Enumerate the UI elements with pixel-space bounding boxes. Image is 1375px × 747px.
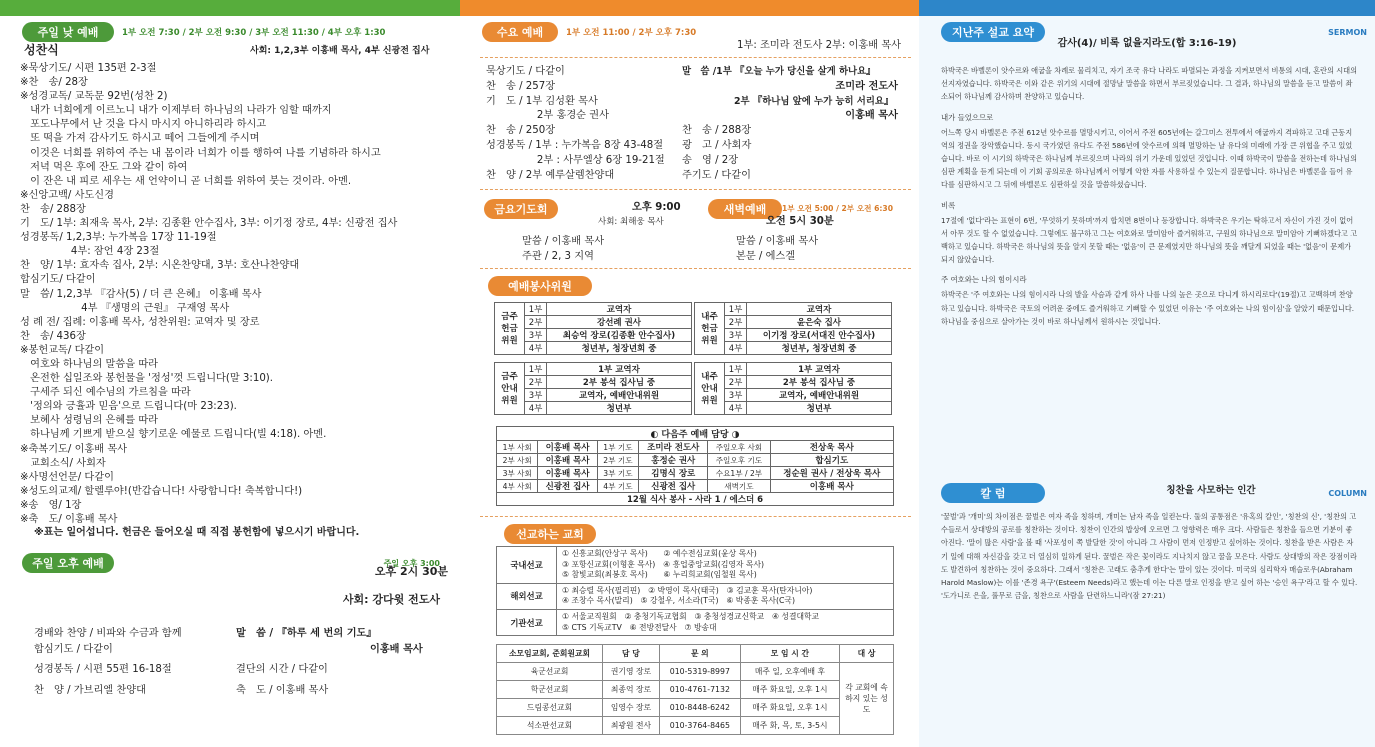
- service-part: 4부: [525, 402, 547, 415]
- liturgy-line: ※신앙고백/ 사도신경: [20, 189, 114, 201]
- service-group-label: 금주 안내 위원: [495, 363, 525, 415]
- liturgy-line: 이것은 너희를 위하여 주는 내 몸이라 너희가 이를 행하여 나를 기념하라 하시고: [20, 147, 381, 159]
- sermon-paragraph: 17절에 '없다'라는 표현이 6번, '무엇하기 못하며'까지 합치면 8번이나 등장합니다. 하박국은 우기는 탁하고서 자신이 가진 것이 없어서 아무 것도 할 수 없었습니다. 그렇에도 불구하고 그는 여호와로 말미암아 즐거워하고, 구원의 하나님으로 말미암아 기뻐하겠다고 고백하고 있습니다. 하박국은 하나님의 뜻을 알지 못할 때는 '없음'이 큰 문제였지만 하나님의 뜻을 깨달게 되었을 때는 '없음'이 문제가 되지 않았습니다.: [941, 215, 1358, 265]
- wednesday-hosts: 1부: 조미라 전도사 2부: 이홍배 목사: [737, 40, 901, 51]
- service-part: 3부: [525, 389, 547, 402]
- liturgy-line: 구세주 되신 예수님의 가르침을 따라: [20, 387, 191, 399]
- service-part: 4부: [725, 342, 747, 355]
- liturgy-list: [20, 63, 450, 528]
- column-body: '꿀벌'과 '개미'의 차이점은 꿀벌은 여자 족을 칭하며, 개미는 남자 족을 일컫는다. 둘의 공통점은 '유혹의 칼인', '칭찬의 신', '칭찬의 고수들로서 상대방의 공로를 칭찬하는 것이다. 칭찬이 인간의 밥상에 오르면 그 영향력은 매우 크다. 사람들은 칭찬을 들으면 기분이 좋아진다. '말이 많은 사람'을 볼 때 '사포성이 쪽 발달한 것'이 아니라 그 사람이 먼저 인정받고 싶어하는 것이다. 칭찬을 받은 사람은 자기 일에 대해 자신감을 갖고 더 열심히 일하게 된다. 꿀벌은 작은 꽃이라도 지나치지 않고 꿀을 모은다. 사람도 상대방의 작은 장점이라도 발견하여 칭찬하는 것이 중요하다. 그래서 '칭찬은 고래도 춤추게 한다'는 말이 있는 것이다. 미국의 심리학자 매슬로우(Abraham Harold Maslow)는 이를 '존경 욕구'(Esteem Needs)라고 했는데 이는 다른 말로 인정을 받고 싶어 하는 '승인 욕구'라고 할 수 있다. '도가니로 은을, 풀무로 금을, 칭찬으로 사람을 단련하느니라'(잠 27:21): [941, 512, 1358, 601]
- service-part: 3부: [725, 329, 747, 342]
- mission-item: ⑤ 참빛교회(최봉호 목사) ⑥ 누리희교회(임철원 목사): [562, 570, 757, 580]
- liturgy-line: 이 잔은 내 피로 세우는 새 언약이니 곧 너희를 위하여 붓는 것이라. 아멘.: [20, 175, 352, 187]
- service-member: 윤은숙 집사: [747, 316, 892, 329]
- liturgy-line: 찬 송/ 436장: [20, 330, 86, 342]
- green-top-band: [0, 0, 460, 16]
- dawn-time: 오전 5시 30분: [766, 216, 834, 227]
- contact-cell: 매주 화요일, 오후 1시: [740, 699, 839, 717]
- column-title: 칼 럼: [941, 483, 1045, 503]
- wednesday-right-list: [682, 66, 898, 184]
- liturgy-line: 여호와 하나님의 말씀을 따라: [20, 358, 158, 370]
- dawn-schedule: 1부 오전 5:00 / 2부 오전 6:30: [782, 204, 893, 213]
- service-part: 4부: [525, 342, 547, 355]
- sunday-afternoon-title: 주일 오후 예배: [22, 553, 114, 573]
- service-member: 이기정 장로(서대진 안수집사): [747, 329, 892, 342]
- contact-cell: 최종억 장로: [603, 681, 660, 699]
- mission-title-wrap: [504, 524, 596, 544]
- contact-cell: 매주 화, 목, 토, 3-5시: [740, 717, 839, 735]
- contact-head-cell: 대 상: [840, 645, 894, 663]
- standing-notice: ※표는 일어섭니다. 헌금은 들어오실 때 직접 봉헌함에 넣으시기 바랍니다.: [34, 527, 360, 538]
- friday-time: 오후 9:00: [632, 202, 681, 213]
- sunday-morning-header: [22, 22, 452, 42]
- contact-cell: 드림콩선교회: [497, 699, 603, 717]
- wednesday-left-line: 2부 : 사무엘상 6장 19-21절: [486, 154, 665, 166]
- meal-service-line: 12월 식사 봉사 - 사라 1 / 에스더 6: [497, 493, 894, 506]
- service-part: 1부: [525, 363, 547, 376]
- sermon-paragraph: 하박국은 '주 여호와는 나의 힘이시라 나의 발을 사슴과 같게 하사 나를 나의 높은 곳으로 다니게 하시리로다'(19절)고 고백하며 찬양하고 있습니다. 하박국은 국토의 어려운 중에도 즐거워하고 기뻐할 수 있었던 이유는 '주 여호와는 나의 힘이심'을 알았기 때문입니다. 하나님을 중심으로 살아가는 것이 바로 하나님께서 원하시는 것입니다.: [941, 290, 1355, 326]
- service-member: 교역자, 예배안내위원: [747, 389, 892, 402]
- service-part: 1부: [725, 363, 747, 376]
- blue-top-band: [919, 0, 1375, 16]
- sunday-service-column: [0, 0, 460, 747]
- service-member: 청년부, 청장년회 중: [747, 342, 892, 355]
- mission-label: 기관선교: [497, 609, 557, 635]
- next-week-cell: 이홍배 목사: [770, 480, 893, 493]
- wednesday-right-line: 주기도 / 다같이: [682, 169, 751, 181]
- afternoon-left-2: 합심기도 / 다같이: [34, 644, 113, 655]
- wednesday-left-line: 성경봉독 / 1부 : 누가복음 8장 43-48절: [486, 139, 664, 151]
- next-week-cell: 전상욱 목사: [770, 441, 893, 454]
- dawn-sermon: 말씀 / 이홍배 목사: [736, 236, 819, 247]
- liturgy-line: 하나님께 기쁘게 받으실 향기로운 예물로 드립니다(빌 4:18). 아멘.: [20, 429, 327, 441]
- liturgy-line: 기 도/ 1부: 최재욱 목사, 2부: 김종환 안수집사, 3부: 이기정 장로, 4부: 신광전 집사: [20, 218, 398, 230]
- next-week-cell: 주일오후 기도: [708, 454, 770, 467]
- liturgy-line: ※송 영/ 1장: [20, 499, 82, 511]
- service-group-table: [494, 302, 692, 355]
- next-week-table: [496, 426, 894, 506]
- fri-divider: [480, 268, 911, 269]
- afternoon-time: 오후 2시 30분: [374, 565, 448, 578]
- host-line: 사회: 1,2,3부 이홍배 목사, 4부 신광전 집사: [250, 46, 430, 56]
- service-group-label: 내주 헌금 위원: [695, 303, 725, 355]
- orange-top-band: [460, 0, 919, 16]
- wed-divider: [480, 57, 911, 58]
- next-week-cell: 2부 기도: [597, 454, 638, 467]
- sermon-column: [919, 0, 1375, 747]
- next-week-cell: 합심기도: [770, 454, 893, 467]
- service-part: 2부: [525, 376, 547, 389]
- friday-prayer-title: 금요기도회: [484, 199, 558, 219]
- sermon-subheading: 주 여호와는 나의 힘이시라: [941, 275, 1027, 285]
- next-week-cell: 홍정순 권사: [639, 454, 708, 467]
- liturgy-line: 찬 양/ 1부: 효자속 집사, 2부: 시온찬양대, 3부: 호산나찬양대: [20, 260, 300, 272]
- sermon-subtitle: 감사(4)/ 비록 없을지라도(합 3:16-19): [1057, 38, 1237, 49]
- afternoon-right-1: 말 씀 / 『하루 세 번의 기도』: [236, 628, 377, 639]
- friday-host: 사회: 최해웅 목사: [598, 217, 664, 227]
- mission-item: ⑤ CTS 기독교TV ⑥ 전방전달사 ⑦ 방송대: [562, 622, 717, 632]
- afternoon-host: 사회: 강다윗 전도사: [342, 593, 440, 606]
- liturgy-line: 교회소식/ 사회자: [20, 457, 106, 469]
- contact-cell: 매주 화요일, 오후 1시: [740, 681, 839, 699]
- service-group-table: [694, 302, 892, 355]
- sunday-morning-schedule: 1부 오전 7:30 / 2부 오전 9:30 / 3부 오전 11:30 / 4부 오후 1:30: [122, 28, 386, 38]
- next-week-cell: 신광전 집사: [639, 480, 708, 493]
- liturgy-line: ※성도의교제/ 할렐루야!(반갑습니다! 사랑합니다! 축복합니다!): [20, 485, 303, 497]
- next-week-cell: 새벽기도: [708, 480, 770, 493]
- wednesday-left-line: 찬 송 / 257장: [486, 80, 556, 92]
- wednesday-right-line: 찬 송 / 288장: [682, 125, 752, 137]
- dawn-text: 본문 / 에스겔: [736, 251, 796, 262]
- service-group-label: 내주 안내 위원: [695, 363, 725, 415]
- wednesday-left-line: 2부 홍경순 권사: [486, 110, 609, 122]
- service-part: 2부: [725, 376, 747, 389]
- dawn-title: 새벽예배: [708, 199, 782, 219]
- contact-table: [496, 644, 894, 735]
- contact-cell: 010-4761-7132: [659, 681, 740, 699]
- wednesday-right-line: 조미라 전도사: [835, 80, 898, 92]
- friday-prayer-title-wrap: [484, 199, 558, 219]
- sermon-summary-title: 지난주 설교 요약: [941, 22, 1045, 42]
- next-week-cell: 2부 사회: [497, 454, 538, 467]
- contact-head-cell: 담 당: [603, 645, 660, 663]
- next-week-title: ◐ 다음주 예배 담당 ◑: [497, 427, 894, 441]
- service-part: 2부: [725, 316, 747, 329]
- next-week-cell: 주일오후 사회: [708, 441, 770, 454]
- next-week-cell: 수요1부 / 2부: [708, 467, 770, 480]
- mission-item: ① 서울교직원회 ② 충청기독교협회 ③ 충청성경교신학교 ④ 성결대학교: [562, 611, 820, 621]
- next-week-cell: 4부 기도: [597, 480, 638, 493]
- service-committee-title: 예배봉사위원: [488, 276, 592, 296]
- contact-rows: [496, 644, 894, 735]
- wednesday-left-line: 묵상기도 / 다같이: [486, 66, 565, 77]
- liturgy-line: ※사명선언문/ 다같이: [20, 471, 114, 483]
- wednesday-right-line: 말 씀 /1부 『오늘 누가 당신을 살게 하나요』: [682, 66, 876, 77]
- liturgy-line: 4부 『생명의 근원』 구재영 목사: [20, 302, 230, 314]
- service-member: 청년부: [747, 402, 892, 415]
- wednesday-left-list: [486, 66, 665, 184]
- liturgy-line: ※봉헌교독/ 다같이: [20, 344, 105, 356]
- contact-cell: 육군선교회: [497, 663, 603, 681]
- contact-cell: 임영수 장로: [603, 699, 660, 717]
- contact-cell: 석소판선교회: [497, 717, 603, 735]
- liturgy-line: ※성경교독/ 교독문 92번(성찬 2): [20, 91, 168, 103]
- friday-sermon: 말씀 / 이홍배 목사: [522, 236, 605, 247]
- mission-rows: [496, 546, 894, 636]
- afternoon-right-3: 결단의 시간 / 다같이: [236, 664, 328, 675]
- afternoon-left-1: 경배와 찬양 / 비파와 수금과 함께: [34, 628, 182, 639]
- contact-cell: 학군선교회: [497, 681, 603, 699]
- next-week-cell: 1부 사회: [497, 441, 538, 454]
- liturgy-line: 성 례 전/ 집례: 이홍배 목사, 성찬위원: 교역자 및 장로: [20, 316, 260, 328]
- liturgy-line: ※축복기도/ 이홍배 목사: [20, 443, 128, 455]
- sermon-subheading: 비록: [941, 200, 956, 210]
- liturgy-line: 성경봉독/ 1,2,3부: 누가복음 17장 11-19절: [20, 232, 217, 244]
- liturgy-line: 찬 송/ 288장: [20, 203, 86, 215]
- next-week-cell: 3부 기도: [597, 467, 638, 480]
- mission-item: ④ 조창수 목사(말리) ⑤ 강철우, 서소라(T국) ⑥ 박종훈 목사(C국): [562, 596, 796, 606]
- liturgy-line: '정의와 긍휼과 믿음'으로 드립니다(마 23:23).: [20, 401, 237, 413]
- next-week-cell: 조미라 전도사: [639, 441, 708, 454]
- wednesday-right-line: 2부 『하나님 앞에 누가 능히 서리요』: [734, 95, 894, 107]
- sermon-paragraph: 어느쪽 당시 바벨론은 주전 612년 앗수르를 멸망시키고, 이어서 주전 605년에는 갈그미스 전투에서 애굽까지 격파하고 고대 근동지역의 정권을 장악했습니다. 동시 국가였던 유다도 주전 586년에 앗수르에 의해 멸망하는 날 유다의 미래에 가장 큰 위협을 주고 있었습니다. 바로 이 시기의 하박국은 하나님께 부르짖으며 나라의 위기 가운데 있었던 것입니다. 이때 하박국이 말씀을 전하는데 하나님의 심판 계획을 듣게 되는데 이 기회 공의로운 하나님께서 어떻게 악한 자를 사용하실 수 있는지 질문합니다. 하나님은 바벨론을 들어 유다를 심판하시고 그 뒤에 바벨론도 심판하실 것을 말씀하셨습니다.: [941, 127, 1358, 190]
- service-part: 3부: [725, 389, 747, 402]
- service-part: 3부: [525, 329, 547, 342]
- contact-cell: 권기영 장로: [603, 663, 660, 681]
- contact-cell: 010-5319-8997: [659, 663, 740, 681]
- service-part: 2부: [525, 316, 547, 329]
- wednesday-right-line: 송 영 / 2장: [682, 154, 739, 166]
- next-week-cell: 3부 사회: [497, 467, 538, 480]
- liturgy-line: ※축 도/ 이홍배 목사: [20, 514, 118, 525]
- sermon-body: [941, 64, 1359, 474]
- wednesday-left-line: 기 도 / 1부 김성환 목사: [486, 95, 598, 107]
- contact-cell: 010-3764-8465: [659, 717, 740, 735]
- next-week-cell: 이홍배 목사: [538, 467, 597, 480]
- contact-target: 각 교회에 속하지 있는 성도: [840, 663, 894, 735]
- next-week-box: [496, 426, 894, 506]
- next-week-cell: 4부 사회: [497, 480, 538, 493]
- service-member: 2부 봉석 집사님 중: [747, 376, 892, 389]
- next-week-cell: 김명식 장로: [639, 467, 708, 480]
- mission-item: ③ 포항신교회(이형훈 목사) ④ 흥업중앙교회(김영자 목사): [562, 559, 765, 569]
- wednesday-right-line: 광 고 / 사회자: [682, 139, 752, 151]
- wednesday-title: 수요 예배: [482, 22, 558, 42]
- sermon-subheading: 내가 들었으므로: [941, 112, 994, 122]
- liturgy-line: 말 씀/ 1,2,3부 『감사(5) / 더 큰 은혜』 이홍배 목사: [20, 288, 262, 300]
- contact-cell: 매주 일, 오후예배 후: [740, 663, 839, 681]
- service-member: 1부 교역자: [747, 363, 892, 376]
- liturgy-line: 합심기도/ 다같이: [20, 274, 96, 286]
- liturgy-line: 포도나무에서 난 것을 다시 마시지 아니하리라 하시고: [20, 119, 267, 131]
- wednesday-header: [482, 22, 911, 42]
- afternoon-right-4: 축 도 / 이홍배 목사: [236, 685, 329, 696]
- next-week-cell: 신광전 집사: [538, 480, 597, 493]
- contact-cell: 최광원 전사: [603, 717, 660, 735]
- afternoon-left-4: 찬 양 / 가브리엘 찬양대: [34, 685, 146, 696]
- friday-lead: 주관 / 2, 3 지역: [522, 251, 594, 262]
- contact-head-cell: 모 임 시 간: [740, 645, 839, 663]
- sermon-english-label: SERMON: [1328, 27, 1367, 37]
- service-member: 1부 교역자: [547, 363, 692, 376]
- contact-cell: 010-8448-6242: [659, 699, 740, 717]
- liturgy-line: 보혜사 성령님의 은혜를 따라: [20, 415, 158, 427]
- liturgy-line: 저녁 먹은 후에 잔도 그와 같이 하여: [20, 161, 188, 173]
- liturgy-line: ※묵상기도/ 시편 135편 2-3절: [20, 63, 157, 74]
- sunday-morning-title: 주일 낮 예배: [22, 22, 114, 42]
- next-week-cell: 1부 기도: [597, 441, 638, 454]
- service-divider: [480, 516, 911, 517]
- communion-title: 성찬식: [24, 43, 59, 57]
- service-title-wrap: [488, 276, 592, 296]
- service-member: 청년부, 청장년회 중: [547, 342, 692, 355]
- mission-item: ① 최승렬 목사(필리핀) ② 박영이 목사(태국) ③ 김교훈 목사(탄자니아): [562, 585, 813, 595]
- afternoon-right-2: 이홍배 목사: [370, 644, 423, 655]
- service-member: 교역자, 예배안내위원: [547, 389, 692, 402]
- wednesday-schedule: 1부 오전 11:00 / 2부 오후 7:30: [566, 28, 697, 38]
- mission-title: 선교하는 교회: [504, 524, 596, 544]
- service-member: 2부 봉석 집사님 중: [547, 376, 692, 389]
- afternoon-schedule: 주일 오후 3:00: [383, 558, 440, 568]
- mission-items: [557, 609, 894, 635]
- wed-bottom-divider: [480, 189, 911, 190]
- service-member: 교역자: [747, 303, 892, 316]
- next-week-cell: 정순원 권사 / 전상욱 목사: [770, 467, 893, 480]
- mission-label: 해외선교: [497, 583, 557, 609]
- mission-items: [557, 583, 894, 609]
- service-part: 1부: [525, 303, 547, 316]
- contact-head-cell: 소모임교회, 준회원교회: [497, 645, 603, 663]
- service-part: 1부: [725, 303, 747, 316]
- mission-label: 국내선교: [497, 547, 557, 584]
- sermon-paragraph: 하박국은 바벨론이 앗수르와 애굽을 차례로 물리치고, 자기 조국 유다 나라도 파멸되는 과정을 지켜보면서 비통의 시대, 혼란의 시대의 선지자였습니다. 하박국은 이와 같은 위기의 시대에 절망날 말씀을 하면서 부르짖었습니다. 그 결과, 하나님의 말씀을 듣고 말씀이 좌소되어 하나님께 감사하며 찬양하고 있습니다.: [941, 66, 1358, 102]
- liturgy-line: ※찬 송/ 28장: [20, 77, 88, 89]
- weekday-column: [460, 0, 919, 747]
- next-week-cell: 이홍배 목사: [538, 454, 597, 467]
- next-week-cell: 이홍배 목사: [538, 441, 597, 454]
- mission-items: [557, 547, 894, 584]
- wednesday-left-line: 찬 송 / 250장: [486, 125, 556, 137]
- wednesday-right-line: 이홍배 목사: [845, 110, 898, 122]
- contact-head-cell: 문 의: [659, 645, 740, 663]
- mission-table: [496, 546, 894, 636]
- service-part: 4부: [725, 402, 747, 415]
- service-group-label: 금주 헌금 위원: [495, 303, 525, 355]
- mission-item: ① 신흥교회(안상구 목사) ② 예수전심교회(윤상 목사): [562, 549, 757, 558]
- service-group-table: [494, 362, 692, 415]
- service-group-table: [694, 362, 892, 415]
- service-member: 청년부: [547, 402, 692, 415]
- column-subtitle: 칭찬을 사모하는 인간: [1166, 485, 1256, 496]
- liturgy-line: 4부: 잠언 4장 23절: [20, 246, 160, 258]
- liturgy-line: 온전한 십일조와 봉헌물을 '정성'껏 드립니다(말 3:10).: [20, 373, 274, 385]
- afternoon-left-3: 성경봉독 / 시편 55편 16-18절: [34, 664, 172, 675]
- liturgy-line: 또 떡을 가져 감사기도 하시고 떼어 그들에게 주시며: [20, 133, 260, 145]
- service-member: 최승억 장로(김종환 안수집사): [547, 329, 692, 342]
- service-member: 강선례 권사: [547, 316, 692, 329]
- liturgy-line: 내가 너희에게 이르노니 내가 이제부터 하나님의 나라가 임할 때까지: [20, 105, 332, 117]
- column-english-label: COLUMN: [1328, 488, 1367, 498]
- wednesday-left-line: 찬 양 / 2부 예루살렘찬양대: [486, 169, 615, 181]
- service-member: 교역자: [547, 303, 692, 316]
